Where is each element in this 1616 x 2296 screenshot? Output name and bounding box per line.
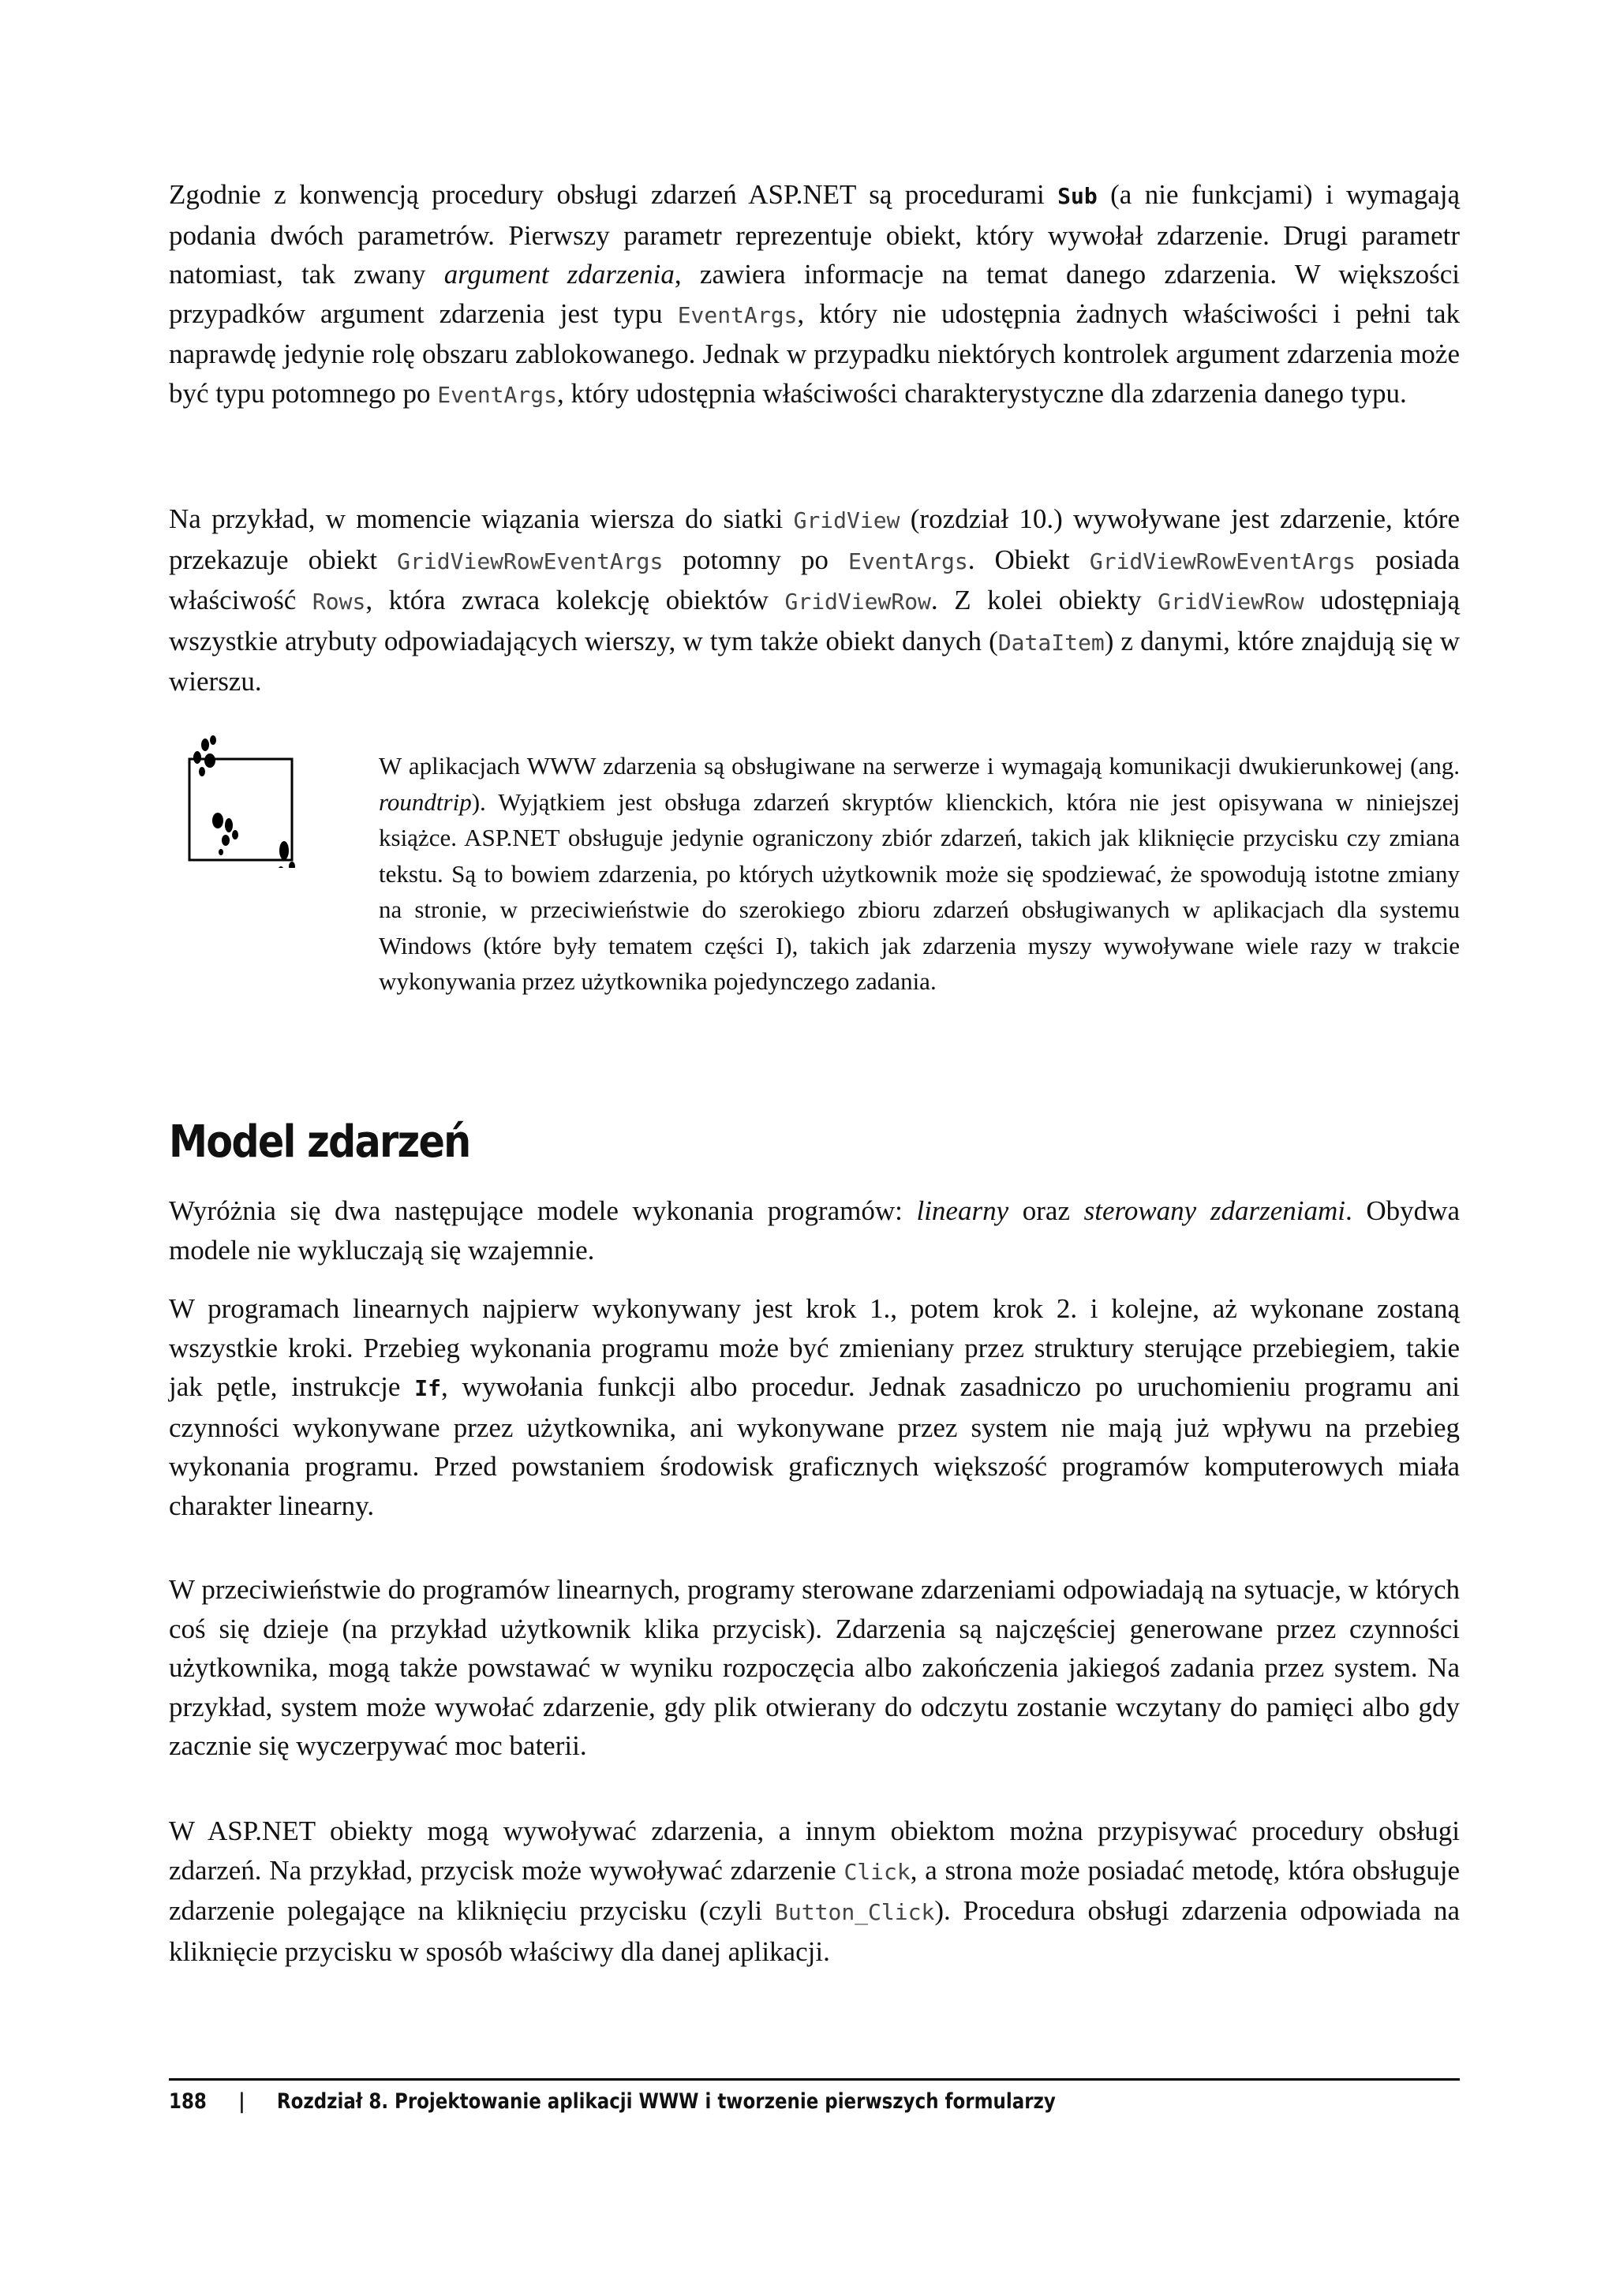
paragraph-gridview-example	[169, 499, 1460, 701]
text-run: . Obiekt	[967, 544, 1090, 575]
text-run: W aplikacjach WWW zdarzenia są obsługiwane na serwerze i wymagają komunikacji dwukierunkowej (ang.	[379, 752, 1460, 780]
text-run: , który nie udostępnia żadnych właściwości i pełni tak naprawdę jedynie rolę obszaru zablokowanego. Jednak w przypadku niektórych kontrolek argument zdarzenia może być typu potomnego po	[169, 297, 1460, 409]
text-run: , a strona może posiadać metodę, która obsługuje zdarzenie polegające na kliknięciu przycisku (czyli	[169, 1854, 1460, 1926]
text-run: ) z danymi, które znajdują się w wierszu.	[169, 625, 1461, 697]
italic-term: linearny	[916, 1195, 1009, 1226]
text-run: ). Procedura obsługi zdarzenia odpowiada na kliknięcie przycisku w sposób właściwy dla danej aplikacji.	[169, 1895, 1461, 1967]
text-run: (rozdział 10.) wywoływane jest zdarzenie, które przekazuje obiekt	[169, 503, 1460, 575]
paw-prints-note-icon	[188, 734, 298, 868]
section-heading: Model zdarzeń	[169, 1116, 470, 1168]
text-run: . Z kolei obiekty	[930, 585, 1158, 615]
italic-term: sterowany zdarzeniami	[1083, 1195, 1345, 1226]
text-run: , wywołania funkcji albo procedur. Jednak zasadniczo po uruchomieniu programu ani czynności wykonywane przez użytkownika, ani wykonywane przez system nie mają już wpływu na przebieg wykonania programu. Przed powstaniem środowisk graficznych większość programów komputerowych miała charakter linearny.	[169, 1371, 1460, 1521]
text-run: posiada właściwość	[169, 544, 1460, 615]
inline-code: Sub	[1057, 183, 1098, 209]
text-run: Na przykład, w momencie wiązania wiersza do siatki	[169, 503, 794, 534]
text-run: Wyróżnia się dwa następujące modele wykonania programów:	[169, 1195, 917, 1226]
text-run: ). Wyjątkiem jest obsługa zdarzeń skryptów klienckich, która nie jest opisywana w niniejszej książce. ASP.NET obsługuje jedynie ograniczony zbiór zdarzeń, takich jak kliknięcie przycisku czy zmiana tekstu. Są to bowiem zdarzenia, po których użytkownik może się spodziewać, że spowodują istotne zmiany na stronie, w przeciwieństwie do szerokiego zbioru zdarzeń obsługiwanych w aplikacjach dla systemu Windows (które były tematem części I), takich jak zdarzenia myszy wywoływane wiele razy w trakcie wykonywania przez użytkownika pojedynczego zadania.	[379, 787, 1460, 995]
page-number: 188	[169, 2089, 207, 2114]
inline-code: If	[414, 1375, 442, 1401]
text-run: oraz	[1008, 1195, 1084, 1226]
text-run: , która zwraca kolekcję obiektów	[365, 585, 785, 615]
paragraph-linear-programs	[169, 1289, 1460, 1525]
text-run: , zawiera informacje na temat danego zdarzenia. W większości przypadków argument zdarzenia jest typu	[169, 259, 1460, 329]
paragraph-execution-models	[169, 1191, 1460, 1270]
inline-code: EventArgs	[677, 301, 798, 328]
inline-code: DataItem	[997, 629, 1105, 656]
paragraph-event-handlers	[169, 175, 1460, 414]
inline-code: EventArgs	[437, 381, 557, 408]
text-run: W ASP.NET obiekty mogą wywoływać zdarzenia, a innym obiektom można przypisywać procedury obsługi zdarzeń. Na przykład, przycisk może wywoływać zdarzenie	[169, 1815, 1460, 1886]
inline-code: EventArgs	[847, 548, 968, 574]
inline-code: Click	[844, 1858, 911, 1885]
inline-code: GridViewRow	[1158, 589, 1304, 615]
italic-term: roundtrip	[379, 787, 472, 816]
footer-separator: |	[238, 2089, 245, 2114]
inline-code: GridViewRowEventArgs	[397, 548, 664, 574]
paragraph-event-driven	[169, 1570, 1460, 1766]
text-run: (a nie funkcjami) i wymagają podania dwóch parametrów. Pierwszy parametr reprezentuje obiekt, który wywołał zdarzenie. Drugi parametr natomiast, tak zwany	[169, 179, 1460, 290]
page-footer	[169, 2089, 1056, 2114]
inline-code: Rows	[312, 589, 366, 615]
italic-term: argument zdarzenia	[443, 259, 675, 290]
text-run: , który udostępnia właściwości charakterystyczne dla zdarzenia danego typu.	[556, 377, 1407, 409]
text-run: . Obydwa modele nie wykluczają się wzajemnie.	[169, 1195, 1460, 1266]
paragraph-aspnet-events	[169, 1812, 1460, 1971]
text-run: W przeciwieństwie do programów linearnych, programy sterowane zdarzeniami odpowiadają na sytuacje, w których coś się dzieje (na przykład użytkownik klika przycisk). Zdarzenia są najczęściej generowane przez czynności użytkownika, mogą także powstawać w wyniku rozpoczęcia albo zakończenia jakiegoś zadania przez system. Na przykład, system może wywołać zdarzenie, gdy plik otwierany do odczytu zostanie wczytany do pamięci albo gdy zacznie się wyczerpywać moc baterii.	[169, 1574, 1460, 1761]
text-run: W programach linearnych najpierw wykonywany jest krok 1., potem krok 2. i kolejne, aż wykonane zostaną wszystkie kroki. Przebieg wykonania programu może być zmieniany przez struktury sterujące przebiegiem, takie jak pętle, instrukcje	[169, 1293, 1460, 1402]
chapter-title: Rozdział 8. Projektowanie aplikacji WWW i tworzenie pierwszych formularzy	[276, 2089, 1056, 2114]
footer-divider	[169, 2078, 1460, 2081]
note-text	[379, 748, 1460, 1000]
inline-code: Button_Click	[775, 1899, 935, 1925]
text-run: Zgodnie z konwencją procedury obsługi zdarzeń ASP.NET są procedurami	[169, 179, 1058, 210]
text-run: udostępniają wszystkie atrybuty odpowiadających wierszy, w tym także obiekt danych (	[169, 585, 1460, 656]
inline-code: GridViewRow	[784, 589, 931, 615]
inline-code: GridViewRowEventArgs	[1089, 548, 1356, 574]
inline-code: GridView	[793, 507, 900, 533]
text-run: potomny po	[663, 544, 848, 575]
